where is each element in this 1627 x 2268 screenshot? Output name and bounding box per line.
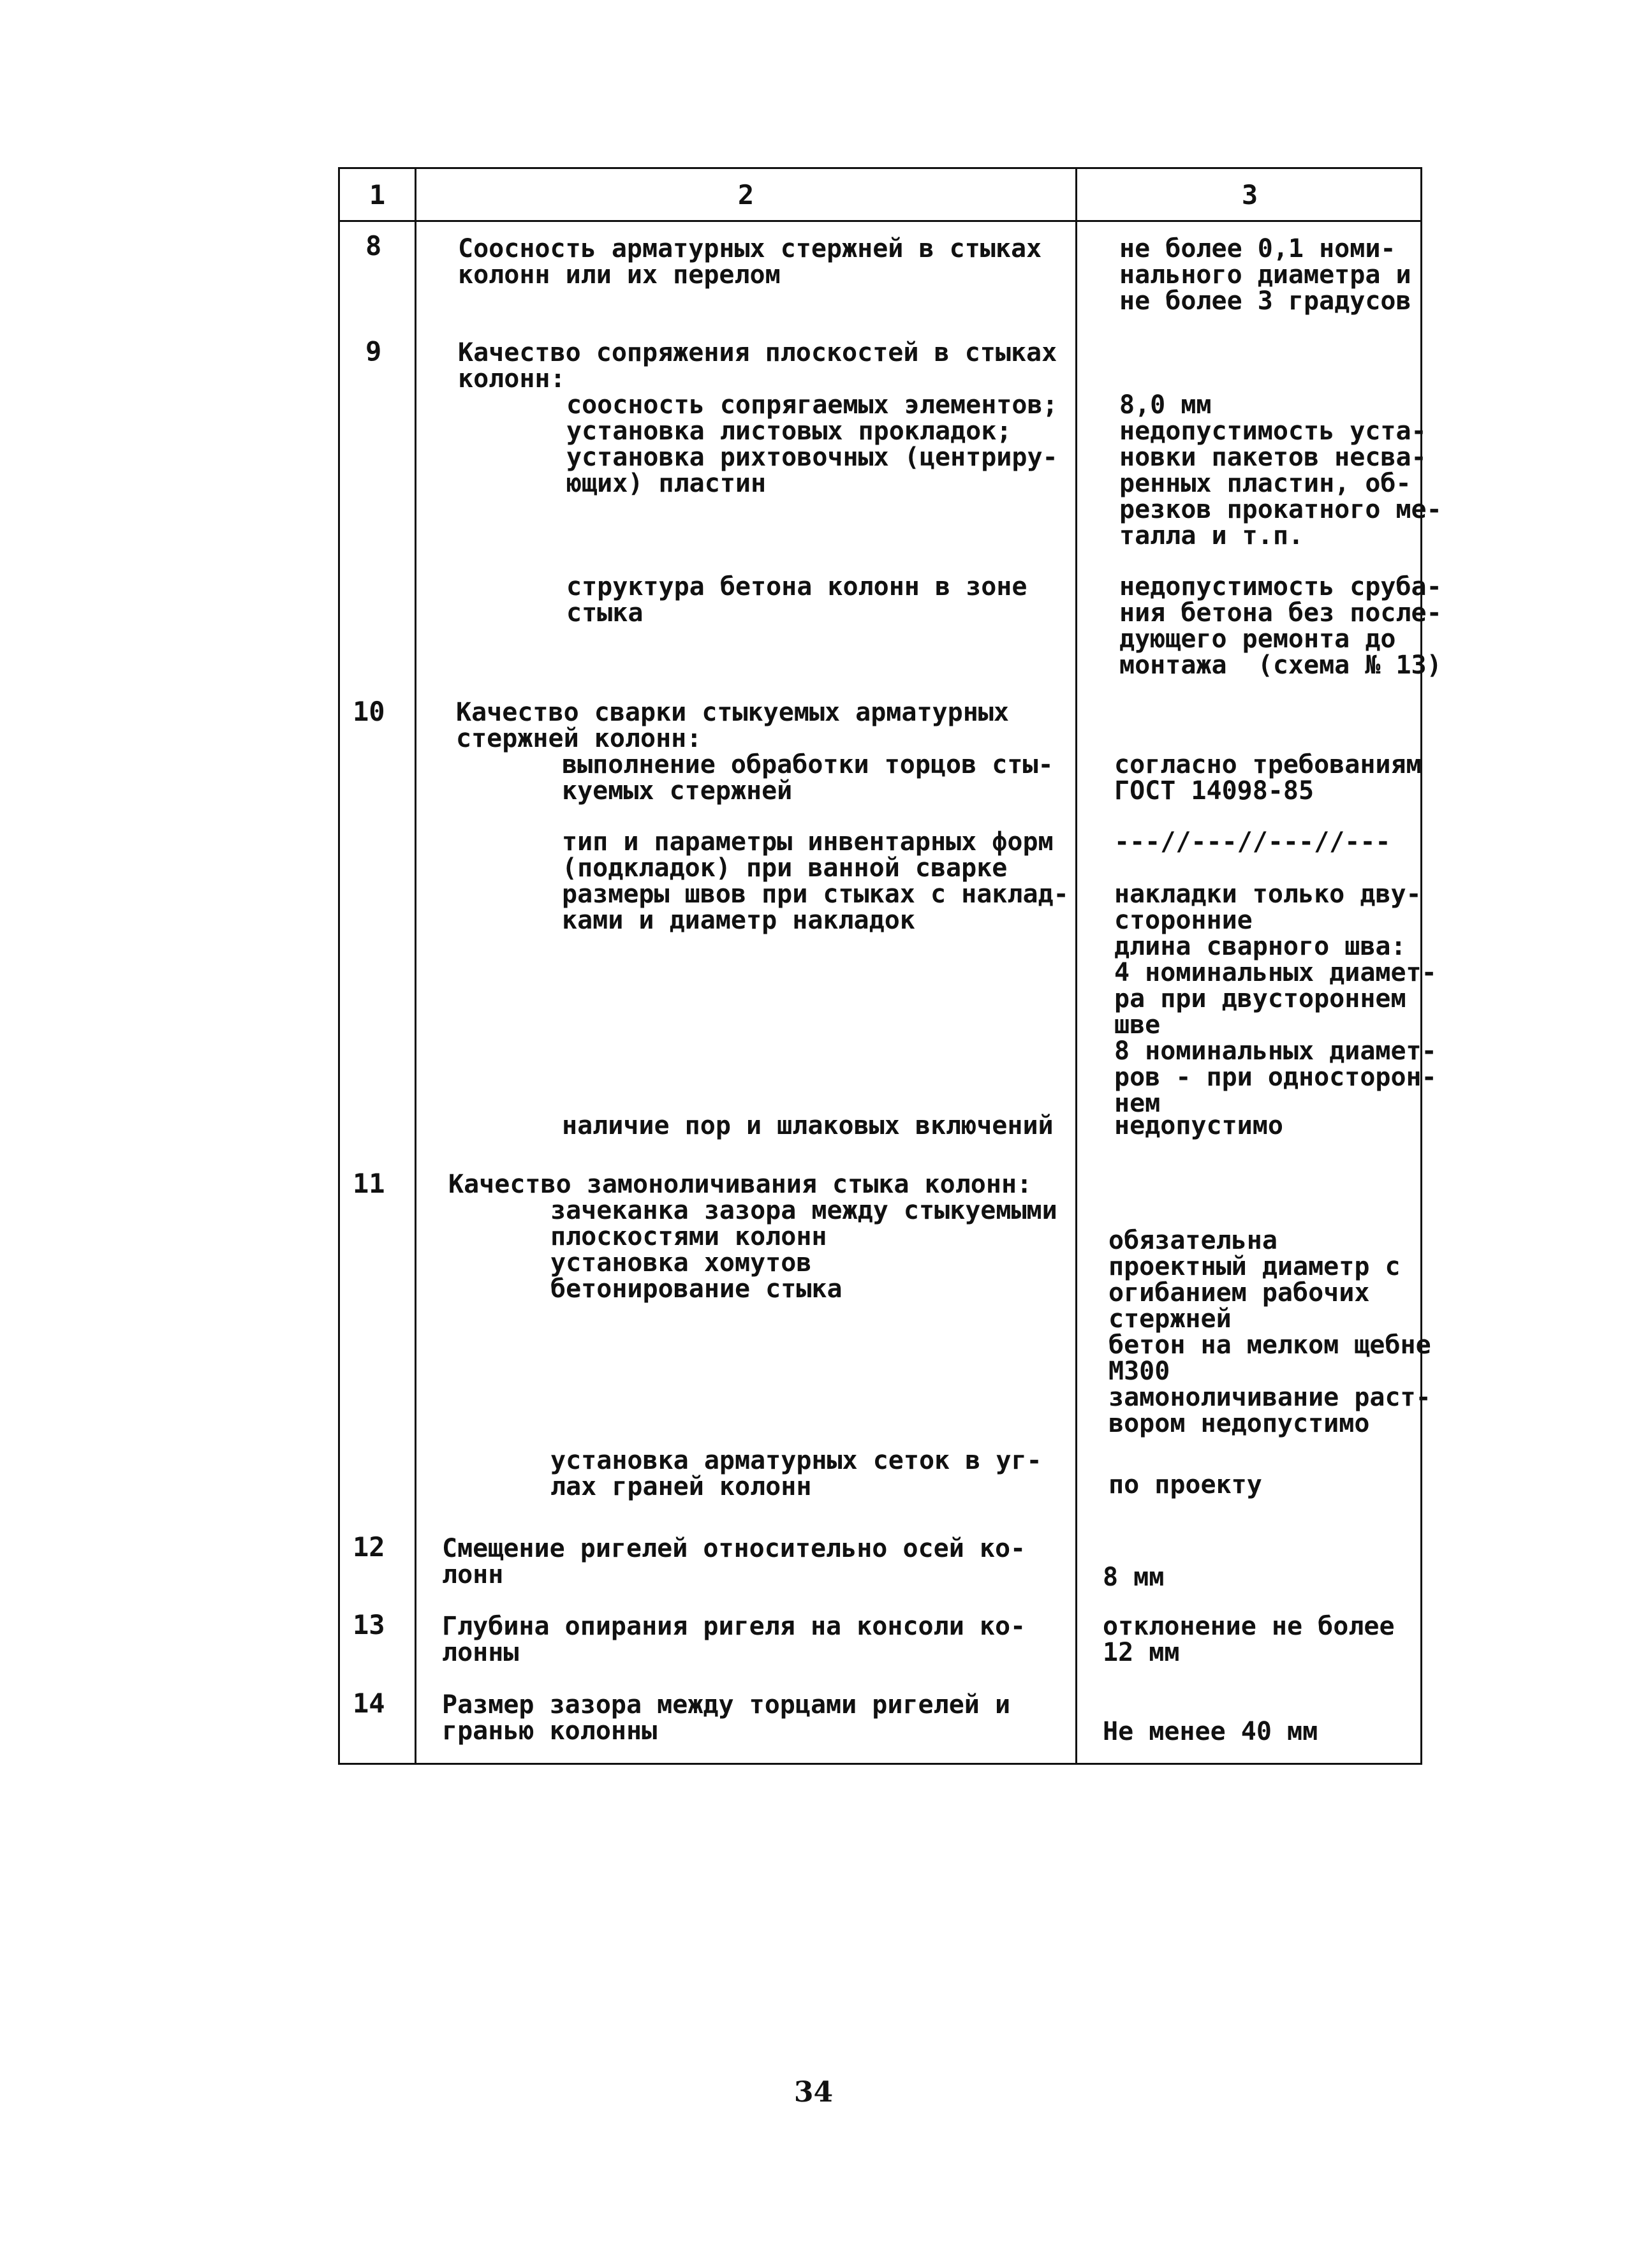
header-divider: [340, 220, 1420, 222]
row-subitem: наличие пор и шлаковых включений: [562, 1111, 1054, 1140]
row-description: Качество замоноличивания стыка колонн:: [448, 1170, 1033, 1199]
row-requirement: не более 0,1 номи- нального диаметра и не более 3 градусов: [1119, 234, 1411, 316]
row-subitem: тип и параметры инвентарных форм (подкладок) при ванной сварке размеры швов при стыках с наклад- ками и диаметр накладок: [562, 827, 1069, 935]
row-requirement: по проекту: [1108, 1470, 1262, 1499]
row-description: Размер зазора между торцами ригелей и гранью колонны: [442, 1690, 1011, 1746]
row-requirement: согласно требованиям ГОСТ 14098-85: [1114, 750, 1422, 806]
row-number: 13: [353, 1609, 385, 1640]
row-subitem: соосность сопрягаемых элементов; установка листовых прокладок; установка рихтовочных (центриру- ющих) пластин: [566, 390, 1058, 498]
row-subitem: выполнение обработки торцов сты- куемых стержней: [562, 750, 1054, 806]
row-description: Соосность арматурных стержней в стыках колонн или их перелом: [458, 234, 1042, 290]
column-divider: [1075, 169, 1077, 1763]
header-col-1: 1: [369, 179, 386, 210]
row-number: 10: [353, 696, 385, 727]
row-requirement: отклонение не более 12 мм: [1103, 1612, 1395, 1667]
row-subitem: зачеканка зазора между стыкуемыми плоскостями колонн установка хомутов бетонирование стыка: [550, 1196, 1057, 1304]
row-description: Качество сопряжения плоскостей в стыках колонн:: [458, 338, 1057, 394]
requirements-table: [338, 167, 1442, 1765]
header-col-2: 2: [737, 179, 755, 210]
row-requirement: недопустимость сруба- ния бетона без после- дующего ремонта до монтажа (схема № 13): [1119, 572, 1442, 680]
row-requirement: накладки только дву- сторонние длина сварного шва: 4 номинальных диамет- ра при двустороннем шве 8 номинальных диамет- ров - при односторон- нем: [1114, 880, 1437, 1118]
row-number: 8: [365, 230, 382, 261]
row-requirement: обязательна проектный диаметр с огибанием рабочих стержней бетон на мелком щебне М300 замоноличивание раст- вором недопустимо: [1108, 1226, 1431, 1438]
row-subitem: структура бетона колонн в зоне стыка: [566, 572, 1027, 628]
row-requirement: Не менее 40 мм: [1103, 1717, 1318, 1746]
column-divider: [415, 169, 416, 1763]
row-requirement: ---//---//---//---: [1114, 827, 1391, 857]
page-number: 34: [793, 2076, 834, 2109]
row-number: 11: [353, 1168, 385, 1199]
row-description: Глубина опирания ригеля на консоли ко- лонны: [442, 1612, 1026, 1667]
row-subitem: установка арматурных сеток в уг- лах граней колонн: [550, 1446, 1042, 1501]
row-requirement: недопустимо: [1114, 1111, 1283, 1140]
row-description: Смещение ригелей относительно осей ко- лонн: [442, 1534, 1026, 1589]
row-number: 12: [353, 1531, 385, 1563]
row-description: Качество сварки стыкуемых арматурных стержней колонн:: [456, 698, 1009, 753]
row-number: 14: [353, 1688, 385, 1719]
row-number: 9: [365, 335, 382, 367]
row-requirement: 8,0 мм недопустимость уста- новки пакетов несва- ренных пластин, об- резков прокатного ме- талла и т.п.: [1119, 390, 1442, 550]
header-col-3: 3: [1241, 179, 1258, 210]
row-requirement: 8 мм: [1103, 1563, 1165, 1592]
